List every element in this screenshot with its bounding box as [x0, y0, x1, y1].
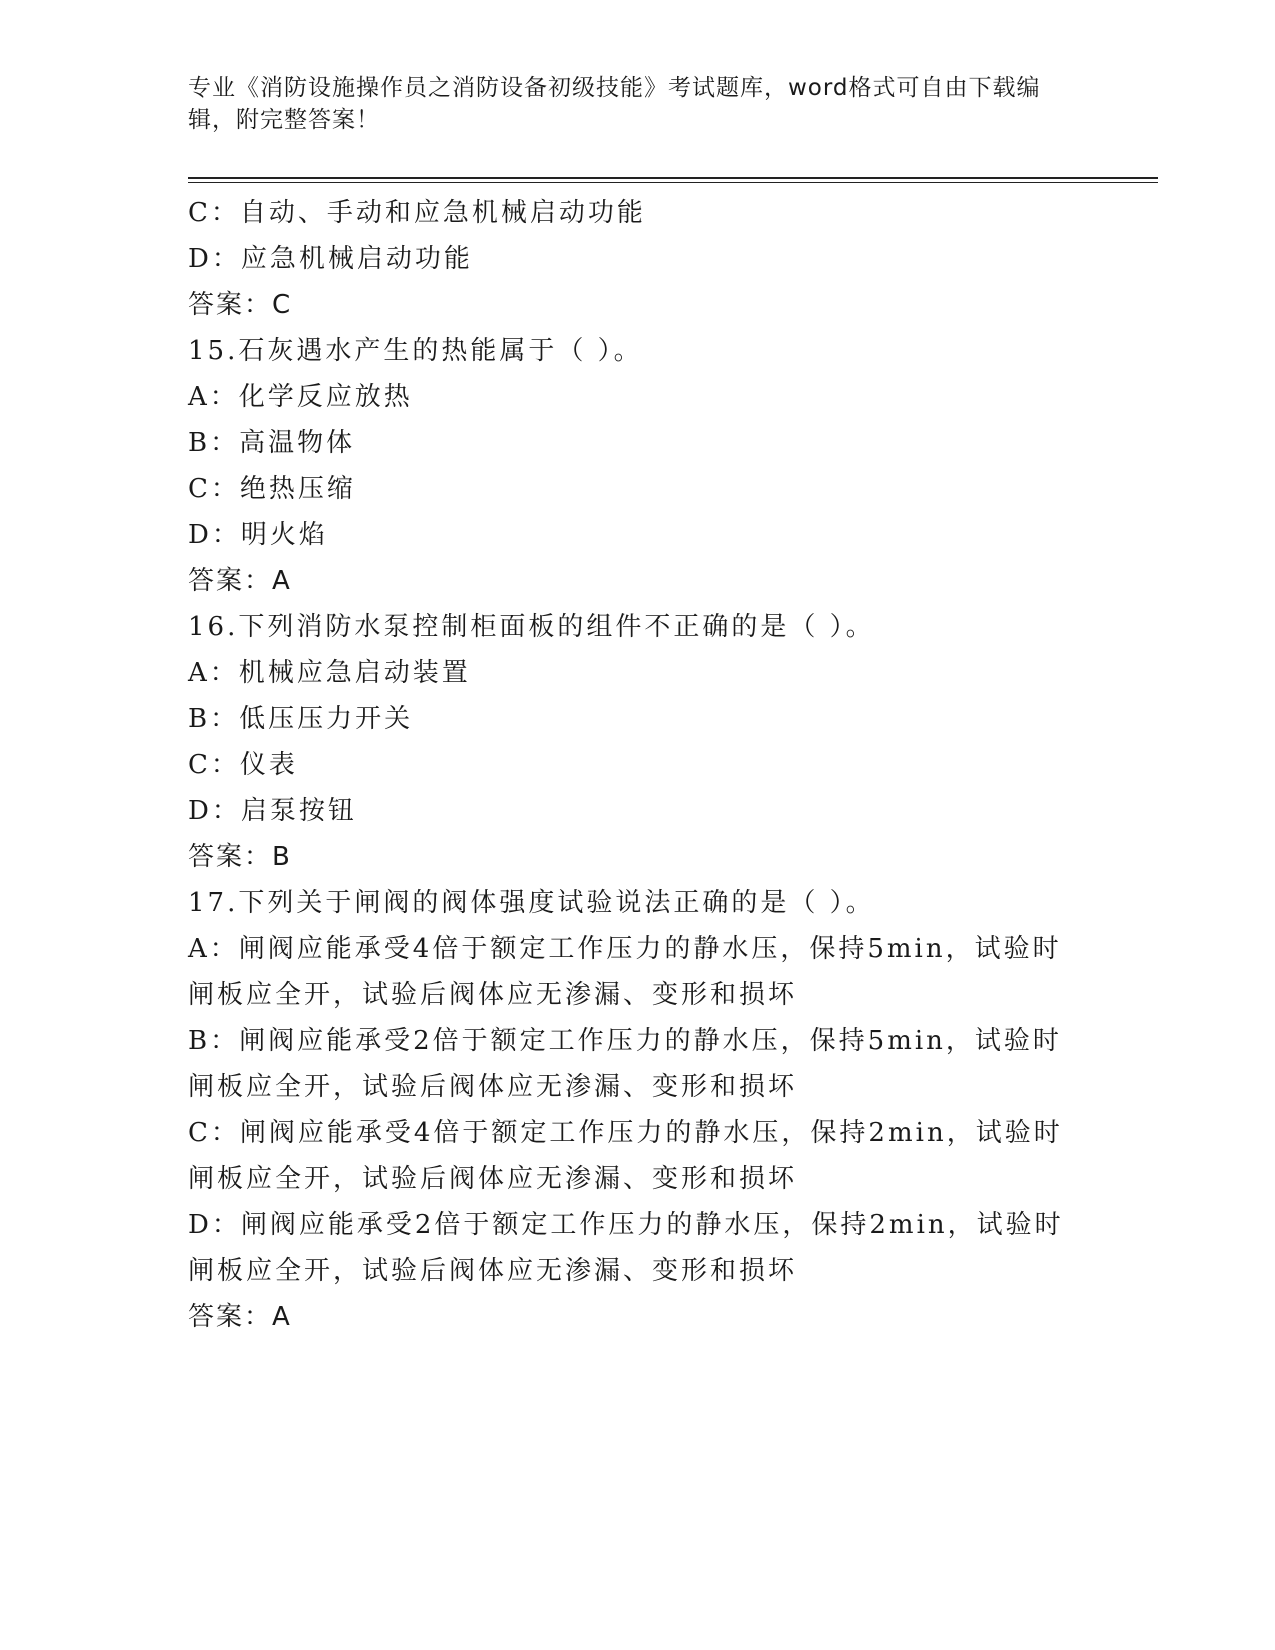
question-stem: 17.下列关于闸阀的阀体强度试验说法正确的是（ ）。: [188, 888, 875, 918]
answer: 答案：A: [188, 1302, 292, 1332]
option-d: D：明火焰: [188, 520, 328, 550]
option-b: B：低压压力开关: [188, 704, 414, 734]
option-c: C：自动、手动和应急机械启动功能: [188, 198, 646, 228]
option-a: A：机械应急启动装置: [188, 658, 471, 688]
option-b: B：高温物体: [188, 428, 356, 458]
document-header: 专业《消防设施操作员之消防设备初级技能》考试题库，word格式可自由下载编辑，附完整答案！: [188, 75, 1041, 133]
question-content: [188, 190, 1088, 1340]
question-17: [188, 880, 1088, 1340]
option-c: C：仪表: [188, 750, 298, 780]
option-a: A：化学反应放热: [188, 382, 413, 412]
header-rule-thin: [188, 182, 1158, 183]
option-d: D：应急机械启动功能: [188, 244, 473, 274]
question-16: [188, 604, 1088, 880]
option-b: B：闸阀应能承受2倍于额定工作压力的静水压，保持5min，试验时闸板应全开，试验后阀体应无渗漏、变形和损坏: [188, 1026, 1062, 1102]
question-15: [188, 328, 1088, 604]
question-stem: 16.下列消防水泵控制柜面板的组件不正确的是（ ）。: [188, 612, 875, 642]
option-c: C：闸阀应能承受4倍于额定工作压力的静水压，保持2min，试验时闸板应全开，试验后阀体应无渗漏、变形和损坏: [188, 1118, 1063, 1194]
question-stem: 15.石灰遇水产生的热能属于（ ）。: [188, 336, 643, 366]
option-d: D：闸阀应能承受2倍于额定工作压力的静水压，保持2min，试验时闸板应全开，试验后阀体应无渗漏、变形和损坏: [188, 1210, 1064, 1286]
answer: 答案：C: [188, 290, 293, 320]
option-c: C：绝热压缩: [188, 474, 356, 504]
answer: 答案：A: [188, 566, 292, 596]
option-d: D：启泵按钮: [188, 796, 357, 826]
header-rule-thick: [188, 177, 1158, 179]
option-a: A：闸阀应能承受4倍于额定工作压力的静水压，保持5min，试验时闸板应全开，试验后阀体应无渗漏、变形和损坏: [188, 934, 1062, 1010]
continued-question: [188, 190, 1088, 328]
answer: 答案：B: [188, 842, 292, 872]
